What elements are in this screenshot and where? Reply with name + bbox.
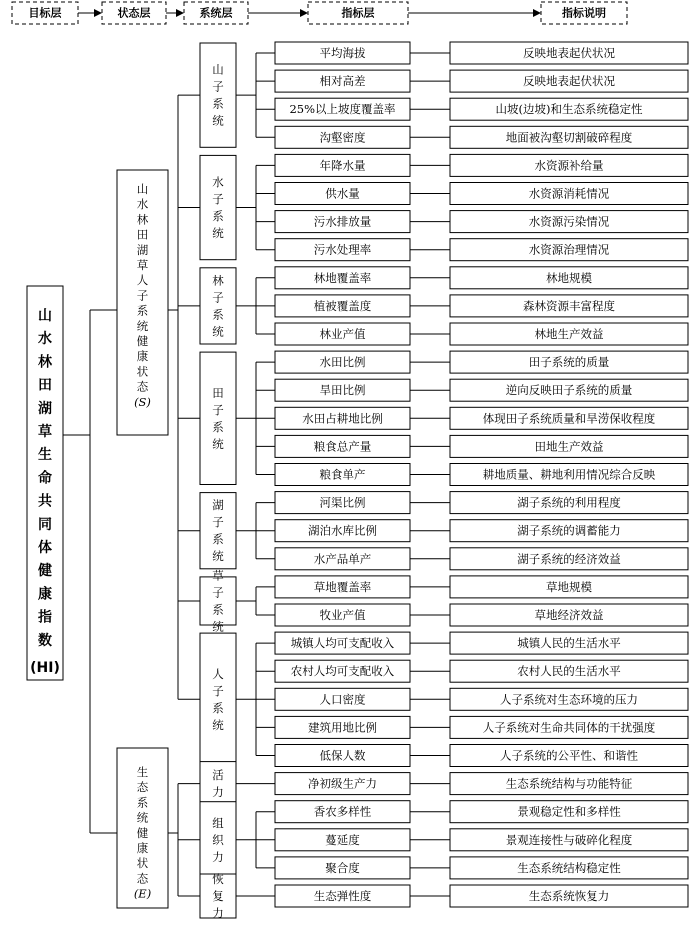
indicator-label: 25%以上坡度覆盖率 [289, 102, 396, 117]
description-label: 湖子系统的利用程度 [517, 495, 621, 510]
system-label: 湖子系统 [212, 498, 224, 564]
system-label: 草子系统 [212, 568, 224, 634]
system-box [200, 155, 236, 259]
description-label: 景观稳定性和多样性 [517, 804, 621, 819]
indicator-label: 林地覆盖率 [313, 270, 372, 285]
header-label: 指标说明 [562, 6, 606, 20]
description-label: 反映地表起伏状况 [523, 74, 615, 89]
indicator-label: 生态弹性度 [313, 889, 372, 903]
indicator-label: 低保人数 [319, 748, 366, 763]
system-box [200, 352, 236, 484]
description-label: 人子系统的公平性、和谐性 [500, 748, 638, 763]
description-label: 景观连接性与破碎化程度 [505, 832, 633, 847]
system-label: 山子系统 [212, 62, 224, 128]
description-label: 地面被沟壑切割破碎程度 [505, 130, 633, 145]
indicator-label: 净初级生产力 [308, 776, 377, 791]
description-label: 耕地质量、耕地利用情况综合反映 [482, 467, 656, 482]
description-label: 森林资源丰富程度 [523, 298, 615, 313]
system-label: 水子系统 [212, 175, 224, 241]
indicator-label: 植被覆盖度 [313, 298, 372, 313]
indicator-label: 水田占耕地比例 [302, 411, 383, 426]
indicator-label: 香农多样性 [313, 804, 372, 819]
indicator-label: 蔓延度 [325, 832, 360, 847]
description-label: 林地生产效益 [534, 327, 604, 341]
goal-code: (HI) [30, 660, 60, 676]
description-label: 生态系统结构与功能特征 [505, 776, 633, 791]
indicator-label: 聚合度 [325, 860, 360, 875]
state-label: 山水林田湖草人子系统健康状态 [136, 182, 149, 394]
description-label: 逆向反映田子系统的质量 [505, 383, 633, 398]
indicator-label: 旱田比例 [319, 383, 366, 398]
indicator-label: 粮食单产 [319, 467, 366, 482]
system-label: 林子系统 [212, 273, 224, 339]
header-label: 目标层 [28, 6, 62, 20]
system-box [200, 43, 236, 147]
system-label: 恢复力 [212, 872, 224, 920]
indicator-label: 年降水量 [319, 158, 366, 173]
description-label: 草地规模 [546, 579, 592, 594]
indicator-label: 农村人均可支配收入 [290, 664, 395, 679]
state-code: (E) [133, 886, 152, 901]
system-label: 活力 [212, 768, 224, 800]
indicator-label: 水产品单产 [313, 551, 372, 566]
description-label: 水资源补给量 [534, 158, 604, 173]
indicator-label: 牧业产值 [319, 608, 366, 622]
description-label: 山坡(边坡)和生态系统稳定性 [495, 102, 643, 117]
indicator-label: 粮食总产量 [313, 439, 372, 454]
header-label: 状态层 [117, 6, 151, 20]
description-label: 体现田子系统质量和旱涝保收程度 [482, 411, 656, 426]
description-label: 城镇人民的生活水平 [517, 636, 621, 651]
indicator-label: 平均海拔 [319, 46, 366, 60]
system-label: 田子系统 [212, 385, 224, 451]
goal-label: 山水林田湖草生命共同体健康指数 [38, 308, 52, 649]
description-label: 湖子系统的经济效益 [517, 551, 621, 566]
description-label: 水资源消耗情况 [528, 186, 610, 201]
indicator-label: 林业产值 [319, 327, 366, 341]
indicator-label: 污水排放量 [313, 214, 372, 229]
indicator-label: 水田比例 [319, 355, 366, 370]
indicator-label: 沟壑密度 [319, 130, 366, 145]
system-box [200, 633, 236, 765]
description-label: 林地规模 [546, 270, 592, 285]
indicator-label: 城镇人均可支配收入 [290, 636, 395, 651]
description-label: 湖子系统的调蓄能力 [517, 523, 621, 538]
indicator-label: 相对高差 [319, 74, 366, 89]
header-label: 指标层 [341, 6, 375, 20]
description-label: 人子系统对生命共同体的干扰强度 [482, 720, 656, 735]
indicator-label: 建筑用地比例 [308, 720, 377, 735]
indicator-label: 污水处理率 [313, 242, 372, 257]
description-label: 水资源污染情况 [528, 214, 610, 229]
state-code: (S) [134, 394, 151, 409]
description-label: 人子系统对生态环境的压力 [500, 692, 638, 707]
description-label: 反映地表起伏状况 [523, 46, 615, 60]
description-label: 水资源治理情况 [528, 242, 610, 257]
node-boxes [27, 42, 688, 920]
header-label: 系统层 [199, 6, 233, 20]
indicator-label: 湖泊水库比例 [308, 523, 377, 538]
indicator-label: 供水量 [325, 186, 360, 201]
indicator-label: 人口密度 [319, 692, 366, 707]
description-label: 草地经济效益 [534, 608, 604, 622]
indicator-label: 河渠比例 [319, 495, 366, 510]
system-label: 人子系统 [212, 666, 224, 732]
description-label: 田地生产效益 [534, 439, 604, 454]
system-label: 组织力 [212, 815, 224, 864]
indicator-label: 草地覆盖率 [313, 579, 372, 594]
system-box [200, 577, 236, 625]
description-label: 农村人民的生活水平 [517, 664, 621, 679]
description-label: 田子系统的质量 [528, 355, 610, 370]
description-label: 生态系统恢复力 [528, 889, 610, 903]
state-label: 生态系统健康状态 [136, 765, 149, 886]
description-label: 生态系统结构稳定性 [517, 860, 621, 875]
